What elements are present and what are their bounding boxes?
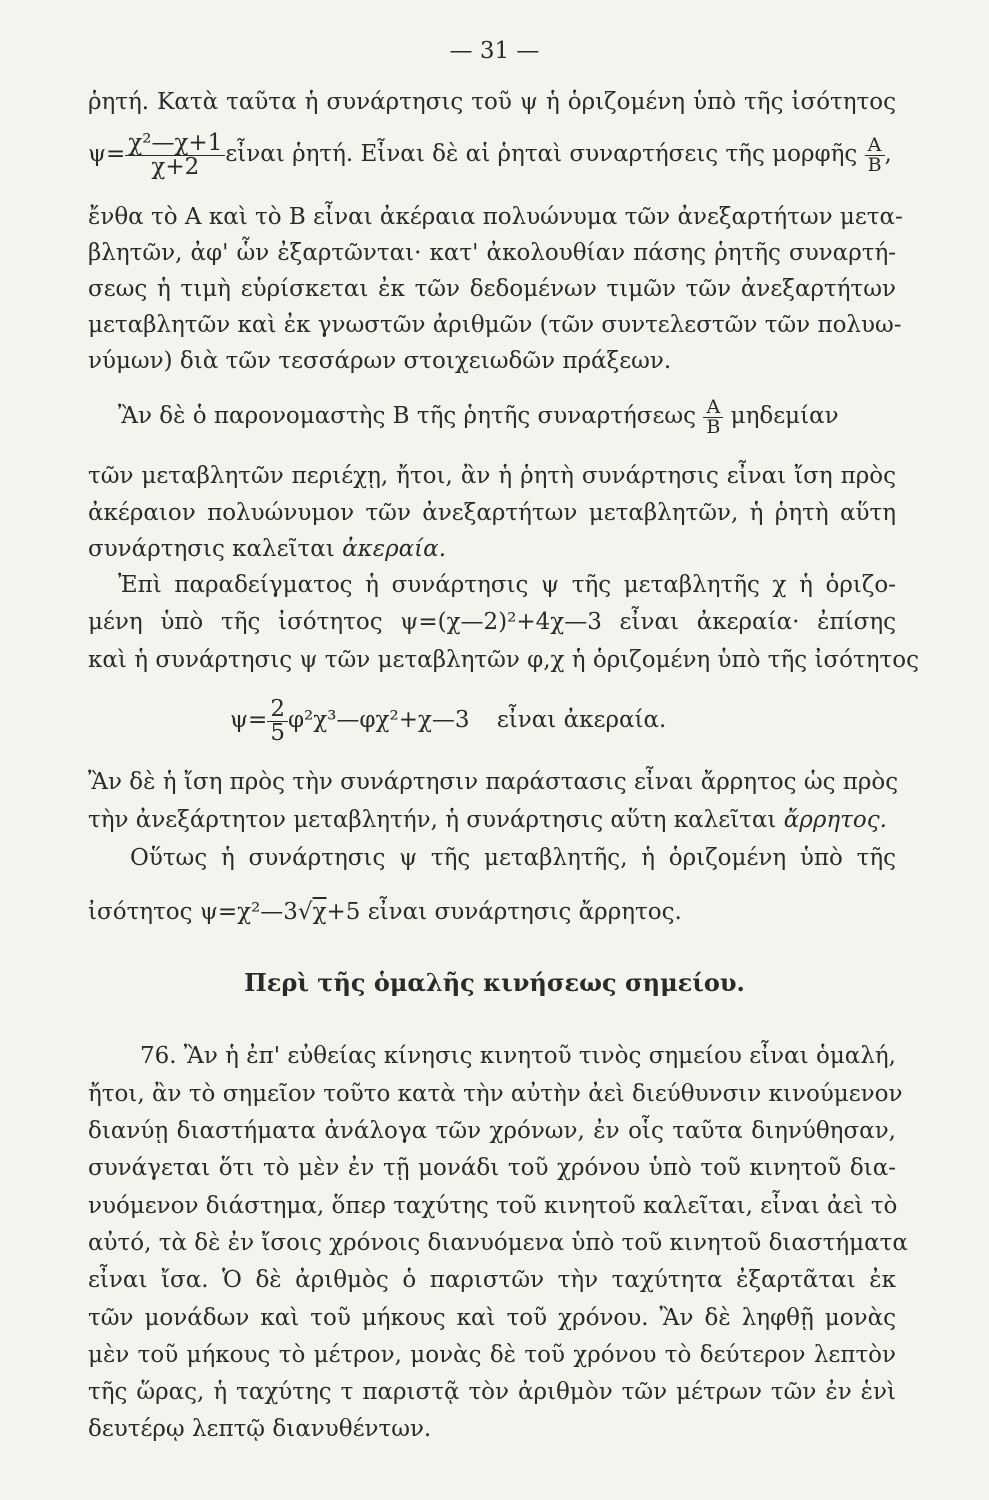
text-line xyxy=(118,386,896,446)
text-line xyxy=(88,804,896,836)
text-line: ἤτοι, ἂν τὸ σημεῖον τοῦτο κατὰ τὴν αὐτὴν ἀεὶ διεύθυνσιν κινούμενον xyxy=(88,1081,903,1107)
text-line: βλητῶν, ἀφ' ὧν ἐξαρτῶνται· κατ' ἀκολουθίαν πάσης ῥητῆς συναρτή- xyxy=(88,240,896,266)
fraction xyxy=(267,695,288,746)
text-line: σεως ἡ τιμὴ εὑρίσκεται ἐκ τῶν δεδομένων τιμῶν τῶν ἀνεξαρτήτων xyxy=(88,276,896,302)
text-span: μηδεμίαν xyxy=(730,403,839,429)
text-line: ῥητή. Κατὰ ταῦτα ἡ συνάρτησις τοῦ ψ ἡ ὁριζομένη ὑπὸ τῆς ἰσότητος xyxy=(88,89,896,115)
equation-line xyxy=(230,688,830,752)
text-line: Ἐπὶ παραδείγματος ἡ συνάρτησις ψ τῆς μεταβλητῆς χ ἡ ὁριζο- xyxy=(118,572,896,598)
text-line: νυόμενον διάστημα, ὅπερ ταχύτης τοῦ κινητοῦ καλεῖται, εἶναι ἀεὶ τὸ xyxy=(88,1193,898,1219)
text-line: ἀκέραιον πολυώνυμον τῶν ἀνεξαρτήτων μεταβλητῶν, ἡ ῥητὴ αὕτη xyxy=(88,500,896,526)
equation-text: εἶναι ῥητή. Εἶναι δὲ αἱ ῥηταὶ συναρτήσεις τῆς μορφῆς xyxy=(225,141,858,167)
section-heading: Περὶ τῆς ὁμαλῆς κινήσεως σημείου. xyxy=(244,968,745,997)
fraction-numerator: Α xyxy=(865,136,885,156)
fraction-denominator: 5 xyxy=(270,719,285,746)
page-number: — 31 — xyxy=(449,38,540,64)
text-span: τὴν ἀνεξάρτητον μεταβλητήν, ἡ συνάρτησις αὕτη καλεῖται xyxy=(88,807,777,833)
text-line: διανύῃ διαστήματα ἀνάλογα τῶν χρόνων, ἐν οἷς ταῦτα διηνύθησαν, xyxy=(88,1118,896,1144)
text-line xyxy=(88,533,896,565)
equation-line xyxy=(88,124,896,184)
text-line: νύμων) διὰ τῶν τεσσάρων στοιχειωδῶν πράξεων. xyxy=(88,348,672,374)
comma: , xyxy=(884,141,892,167)
fraction xyxy=(703,395,723,438)
text-line: τῶν μονάδων καὶ τοῦ μήκους καὶ τοῦ χρόνου. Ἂν δὲ ληφθῇ μονὰς xyxy=(88,1305,896,1331)
fraction-denominator: Β xyxy=(867,153,882,176)
emphasized-term: ἀκεραία. xyxy=(342,536,447,562)
fraction-denominator: Β xyxy=(706,415,721,438)
text-line: μεταβλητῶν καὶ ἐκ γνωστῶν ἀριθμῶν (τῶν συντελεστῶν τῶν πολυω- xyxy=(88,312,902,338)
text-span: +5 εἶναι συνάρτησις ἄρρητος. xyxy=(326,899,682,925)
radicand: χ xyxy=(312,899,327,925)
text-line: μένη ὑπὸ τῆς ἰσότητος ψ=(χ—2)²+4χ—3 εἶναι ἀκεραία· ἐπίσης xyxy=(88,609,896,635)
fraction-numerator: Α xyxy=(703,398,723,418)
text-line: δευτέρῳ λεπτῷ διανυθέντων. xyxy=(88,1416,432,1442)
fraction xyxy=(125,129,225,180)
text-line: Οὕτως ἡ συνάρτησις ψ τῆς μεταβλητῆς, ἡ ὁριζομένη ὑπὸ τῆς xyxy=(130,845,896,871)
equation-lhs: ψ= xyxy=(230,707,268,733)
text-span: ἰσότητος ψ=χ²—3√ xyxy=(88,899,313,925)
text-line: ἔνθα τὸ Α καὶ τὸ Β εἶναι ἀκέραια πολυώνυμα τῶν ἀνεξαρτήτων μετα- xyxy=(88,204,903,230)
text-line xyxy=(88,896,896,928)
equation-text: φ²χ³—φχ²+χ—3 xyxy=(287,707,470,733)
equation-lhs: ψ= xyxy=(88,141,126,167)
fraction-numerator: 2 xyxy=(267,698,288,722)
text-span: συνάρτησις καλεῖται xyxy=(88,536,335,562)
fraction-denominator: χ+2 xyxy=(151,153,200,180)
text-line: αὐτό, τὰ δὲ ἐν ἴσοις χρόνοις διανυόμενα ὑπὸ τοῦ κινητοῦ διαστήματα xyxy=(88,1230,908,1256)
text-line: συνάγεται ὅτι τὸ μὲν ἐν τῇ μονάδι τοῦ χρόνου ὑπὸ τοῦ κινητοῦ δια- xyxy=(88,1155,896,1181)
text-span: Ἂν δὲ ὁ παρονομαστὴς Β τῆς ῥητῆς συναρτήσεως xyxy=(118,403,697,429)
text-span: εἶναι ἀκεραία. xyxy=(496,707,667,733)
fraction xyxy=(865,133,885,176)
text-line: καὶ ἡ συνάρτησις ψ τῶν μεταβλητῶν φ,χ ἡ ὁριζομένη ὑπὸ τῆς ἰσότητος xyxy=(88,647,919,673)
text-line: τῆς ὥρας, ἡ ταχύτης τ παριστᾷ τὸν ἀριθμὸν τῶν μέτρων τῶν ἐν ἑνὶ xyxy=(88,1379,896,1405)
emphasized-term: ἄρρητος. xyxy=(783,807,887,833)
fraction-numerator: χ²—χ+1 xyxy=(125,132,225,156)
text-line: μὲν τοῦ μήκους τὸ μέτρον, μονὰς δὲ τοῦ χρόνου τὸ δεύτερον λεπτὸν xyxy=(88,1342,896,1368)
text-line: τῶν μεταβλητῶν περιέχῃ, ἤτοι, ἂν ἡ ῥητὴ συνάρτησις εἶναι ἴση πρὸς xyxy=(88,463,896,489)
text-line: 76. Ἂν ἡ ἐπ' εὐθείας κίνησις κινητοῦ τινὸς σημείου εἶναι ὁμαλή, xyxy=(140,1043,896,1069)
text-line: Ἂν δὲ ἡ ἴση πρὸς τὴν συνάρτησιν παράστασις εἶναι ἄρρητος ὡς πρὸς xyxy=(88,769,899,795)
text-line: εἶναι ἴσα. Ὁ δὲ ἀριθμὸς ὁ παριστῶν τὴν ταχύτητα ἐξαρτᾶται ἐκ xyxy=(88,1267,896,1293)
